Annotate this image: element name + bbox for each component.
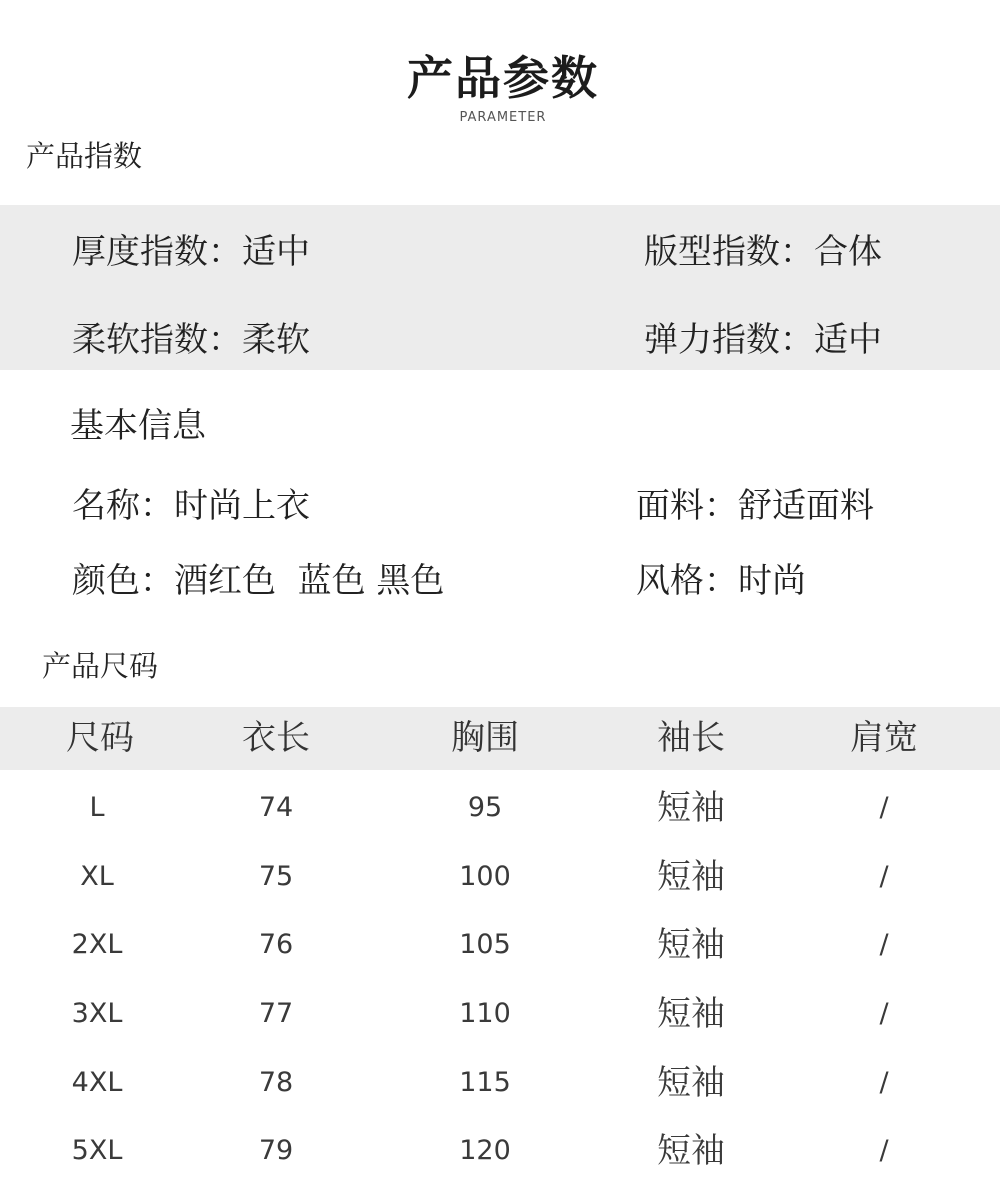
fit-index [644, 224, 882, 273]
chest-cell: 100 [459, 861, 511, 892]
colors-value: 酒红色 蓝色 黑色 [174, 561, 445, 601]
softness-index-value: 柔软 [242, 320, 310, 360]
sleeve-cell: 短袖 [657, 1063, 725, 1103]
fabric-value: 舒适面料 [738, 486, 874, 526]
fit-index-label: 版型指数： [644, 232, 814, 272]
product-name-label: 名称： [72, 486, 174, 526]
elasticity-index-label: 弹力指数： [644, 320, 814, 360]
table-row [0, 911, 1000, 979]
size-cell: L [89, 792, 105, 823]
fabric-label: 面料： [636, 486, 738, 526]
table-row [0, 980, 1000, 1048]
index-section-heading: 产品指数 [26, 139, 143, 173]
length-cell: 77 [258, 998, 294, 1029]
length-cell: 74 [258, 792, 294, 823]
chest-cell: 105 [459, 929, 511, 960]
size-table-header [0, 707, 1000, 770]
chest-cell: 120 [459, 1135, 511, 1166]
thickness-index [72, 224, 310, 273]
page-subtitle: PARAMETER [459, 110, 547, 125]
sleeve-cell: 短袖 [657, 1131, 725, 1171]
shoulder-cell: / [879, 861, 889, 892]
length-cell: 79 [258, 1135, 294, 1166]
colors-label: 颜色： [72, 561, 174, 601]
size-cell: XL [80, 861, 114, 892]
sleeve-cell: 短袖 [657, 925, 725, 965]
chest-cell: 110 [459, 998, 511, 1029]
page-title: 产品参数 [407, 51, 599, 105]
table-row [0, 774, 1000, 842]
table-row [0, 843, 1000, 911]
softness-index-label: 柔软指数： [72, 320, 242, 360]
chest-cell: 95 [467, 792, 503, 823]
length-cell: 75 [258, 861, 294, 892]
shoulder-cell: / [879, 1135, 889, 1166]
product-name [72, 478, 310, 527]
style-value: 时尚 [738, 561, 806, 601]
shoulder-cell: / [879, 1067, 889, 1098]
sleeve-cell: 短袖 [657, 857, 725, 897]
sleeve-cell: 短袖 [657, 788, 725, 828]
shoulder-cell: / [879, 929, 889, 960]
shoulder-cell: / [879, 998, 889, 1029]
fit-index-value: 合体 [814, 232, 882, 272]
size-cell: 3XL [71, 998, 123, 1029]
size-cell: 5XL [71, 1135, 123, 1166]
basic-info-heading: 基本信息 [70, 406, 206, 446]
thickness-index-value: 适中 [242, 232, 310, 272]
style-label: 风格： [636, 561, 738, 601]
column-header: 衣长 [242, 718, 310, 758]
column-header: 袖长 [657, 718, 725, 758]
column-header: 肩宽 [850, 718, 918, 758]
size-cell: 4XL [71, 1067, 123, 1098]
shoulder-cell: / [879, 792, 889, 823]
length-cell: 76 [258, 929, 294, 960]
sleeve-cell: 短袖 [657, 994, 725, 1034]
style [636, 553, 806, 602]
fabric [636, 478, 874, 527]
thickness-index-label: 厚度指数： [72, 232, 242, 272]
size-cell: 2XL [71, 929, 123, 960]
table-row [0, 1049, 1000, 1117]
softness-index [72, 312, 310, 361]
size-section-heading: 产品尺码 [42, 649, 159, 683]
product-name-value: 时尚上衣 [174, 486, 310, 526]
column-header: 尺码 [66, 718, 134, 758]
elasticity-index-value: 适中 [814, 320, 882, 360]
colors [72, 553, 444, 602]
column-header: 胸围 [451, 718, 519, 758]
elasticity-index [644, 312, 882, 361]
chest-cell: 115 [459, 1067, 511, 1098]
table-row [0, 1117, 1000, 1185]
length-cell: 78 [258, 1067, 294, 1098]
